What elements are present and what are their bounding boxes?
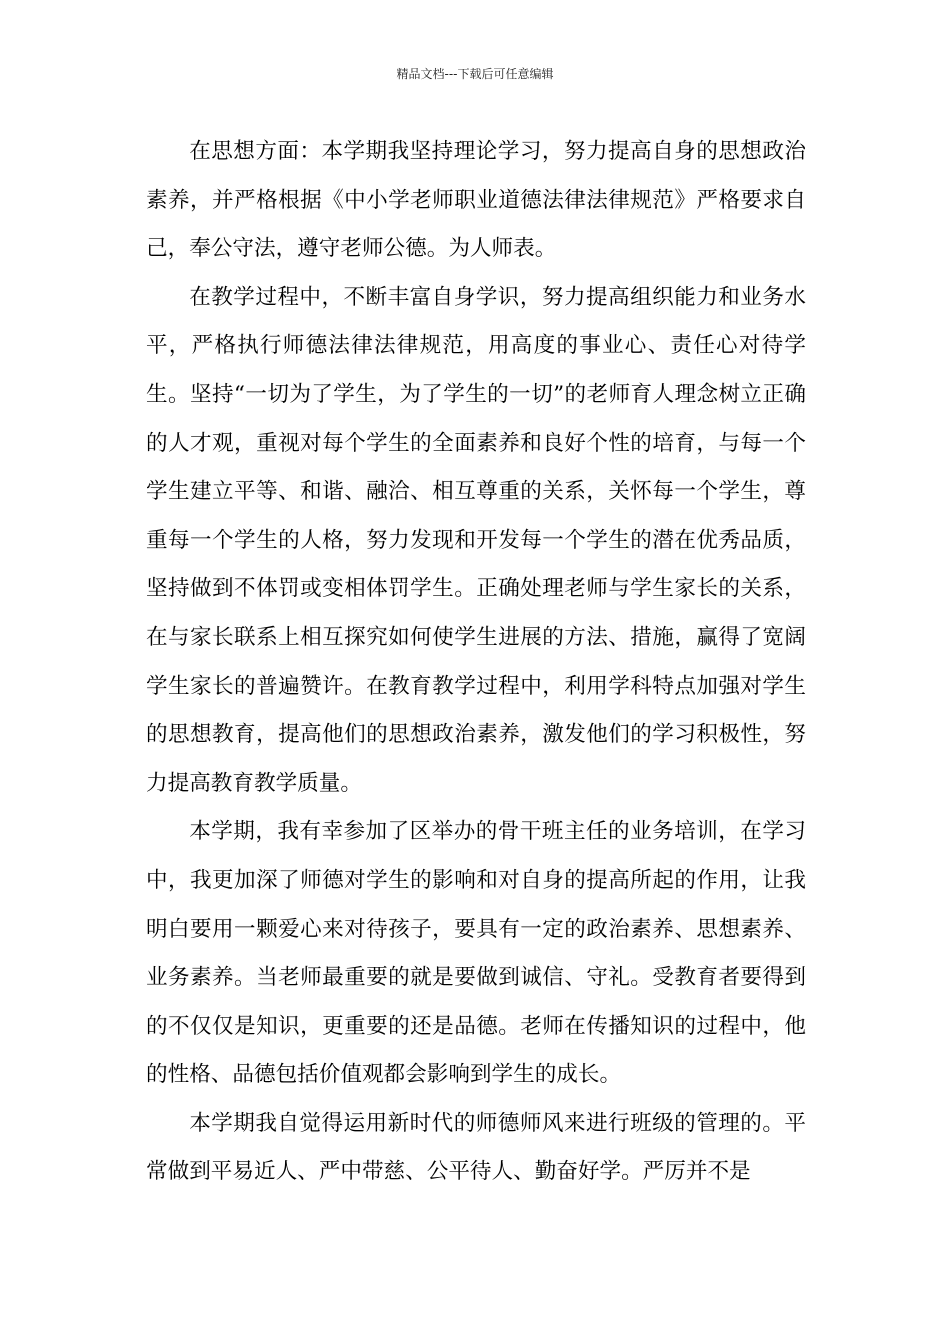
paragraph-training: 本学期，我有幸参加了区举办的骨干班主任的业务培训，在学习中，我更加深了师德对学生的影响和对自身的提高所起的作用，让我明白要用一颗爱心来对待孩子，要具有一定的政治素养、思想素养、业务素养。当老师最重要的就是要做到诚信、守礼。受教育者要得到的不仅仅是知识，更重要的还是品德。老师在传播知识的过程中，他的性格、品德包括价值观都会影响到学生的成长。 (146, 819, 806, 1088)
page-header: 精品文档---下载后可任意编辑 (396, 67, 554, 81)
paragraph-ideology: 在思想方面：本学期我坚持理论学习，努力提高自身的思想政治素养，并严格根据《中小学老师职业道德法律法律规范》严格要求自己，奉公守法，遵守老师公德。为人师表。 (146, 139, 806, 262)
document-body (146, 128, 806, 1197)
paragraph-teaching: 在教学过程中，不断丰富自身学识，努力提高组织能力和业务水平，严格执行师德法律法律规范，用高度的事业心、责任心对待学生。坚持“一切为了学生，为了学生的一切”的老师育人理念树立正确的人才观，重视对每个学生的全面素养和良好个性的培育，与每一个学生建立平等、和谐、融洽、相互尊重的关系，关怀每一个学生，尊重每一个学生的人格，努力发现和开发每一个学生的潜在优秀品质，坚持做到不体罚或变相体罚学生。正确处理老师与学生家长的关系，在与家长联系上相互探究如何使学生进展的方法、措施，赢得了宽阔学生家长的普遍赞许。在教育教学过程中，利用学科特点加强对学生的思想教育，提高他们的思想政治素养，激发他们的学习积极性，努力提高教育教学质量。 (146, 284, 806, 796)
paragraph-class-management: 本学期我自觉得运用新时代的师德师风来进行班级的管理的。平常做到平易近人、严中带慈、公平待人、勤奋好学。严厉并不是 (146, 1110, 806, 1185)
